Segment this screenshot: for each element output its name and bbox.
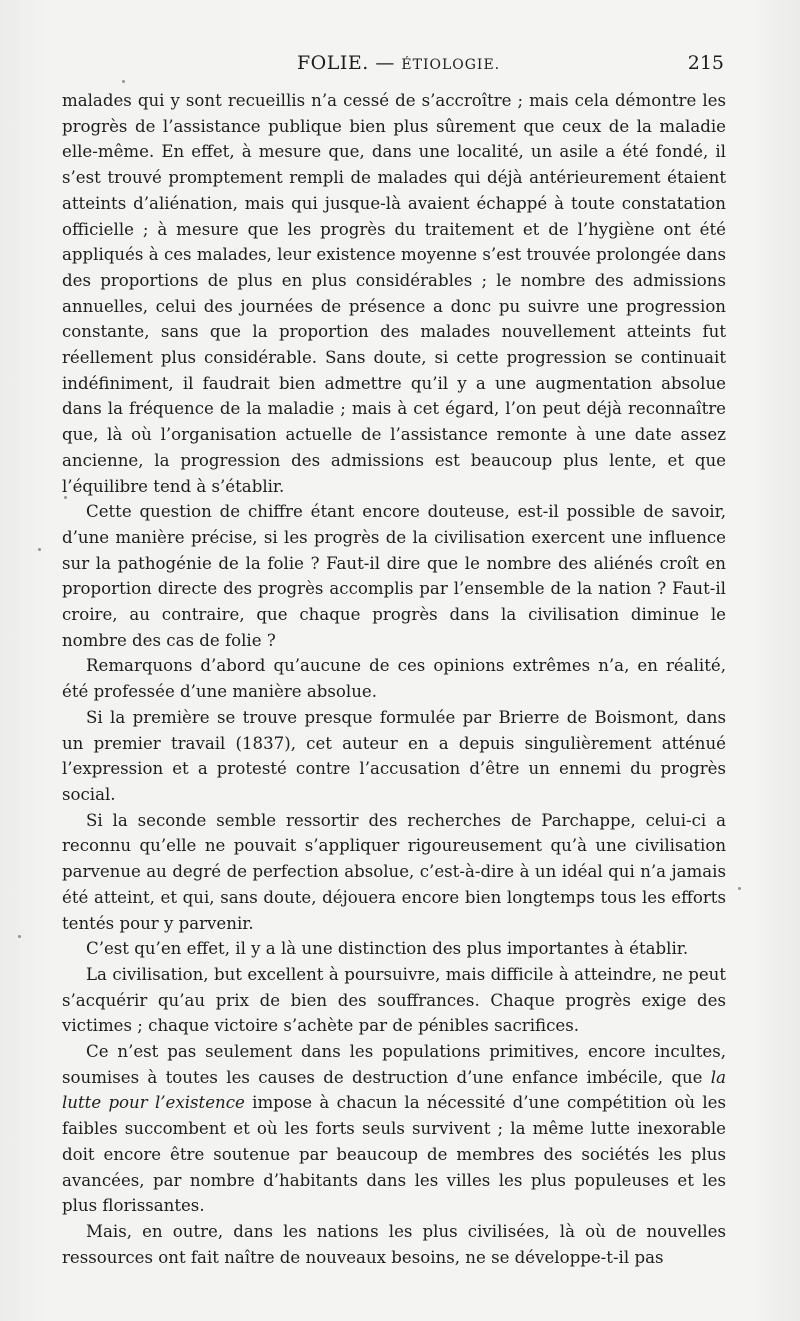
header-title: FOLIE. [297,52,369,74]
body-text [62,88,726,1270]
paragraph-8-start: Ce n’est pas seulement dans les populations primitives, encore incultes, soumises à toutes les causes de destruction d’une enfance imbécile, que [62,1042,726,1087]
ink-speck [738,887,741,890]
ink-speck [122,80,125,83]
paragraph-6: C’est qu’en effet, il y a là une distinction des plus importantes à établir. [86,939,689,959]
paragraph-4: Si la première se trouve presque formulée par Brierre de Boismont, dans un premier travail (1837), cet auteur en a depuis singulièrement atténué l’expression et a protesté contre l’accusation d’être un ennemi du progrès social. [62,707,726,804]
page-number: 215 [687,52,724,74]
paragraph-8-italic: la lutte pour l’existence [62,1067,726,1113]
running-header [60,52,736,82]
paragraph-9: Mais, en outre, dans les nations les plus civilisées, là où de nouvelles ressources ont fait naître de nouveaux besoins, ne se développe-t-il pas [62,1221,726,1267]
ink-speck [38,548,41,551]
paragraph-7: La civilisation, but excellent à poursuivre, mais difficile à atteindre, ne peut s’acquérir qu’au prix de bien des souffrances. Chaque progrès exige des victimes ; chaque victoire s’achète par de pénibles sacrifices. [62,964,726,1036]
paragraph-5: Si la seconde semble ressortir des recherches de Parchappe, celui-ci a reconnu qu’elle ne pouvait s’appliquer rigoureusement qu’à une civilisation parvenue au degré de perfection absolue, c’est-à-dire à un idéal qui n’a jamais été atteint, et qui, sans doute, déjouera encore bien longtemps tous les efforts tentés pour y parvenir. [62,810,726,933]
paragraph-3: Remarquons d’abord qu’aucune de ces opinions extrêmes n’a, en réalité, été professée d’une manière absolue. [62,656,726,702]
running-head-title [297,52,500,74]
paragraph-1: malades qui y sont recueillis n’a cessé de s’accroître ; mais cela démontre les progrès de l’assistance publique bien plus sûrement que ceux de la maladie elle-même. En effet, à mesure que, dans une localité, un asile a été fondé, il s’est trouvé promptement rempli de malades qui déjà antérieurement étaient atteints d’aliénation, mais qui jusque-là avaient échappé à toute constatation officielle ; à mesure que les progrès du traitement et de l’hygiène ont été appliqués à ces malades, leur existence moyenne s’est trouvée prolongée dans des proportions de plus en plus considérables ; le nombre des admissions annuelles, celui des journées de présence a donc pu suivre une progression constante, sans que la proportion des malades nouvellement atteints fut réellement plus considérable. Sans doute, si cette progression se continuait indéfiniment, il faudrait bien admettre qu’il y a une augmentation absolue dans la fréquence de la maladie ; mais à cet égard, l’on peut déjà reconnaître que, là où l’organisation actuelle de l’assistance remonte à une date assez ancienne, la progression des admissions est beaucoup plus lente, et que l’équilibre tend à s’établir. [62,91,726,496]
header-section: ÉTIOLOGIE. [401,57,501,73]
ink-speck [64,496,67,499]
ink-speck [18,935,21,938]
paragraph-8-end: impose à chacun la nécessité d’une compétition où les faibles succombent et où les forts seuls survivent ; la même lutte inexorable doit encore être soutenue par beaucoup de membres des sociétés les plus avancées, par nombre d’habitants dans les villes les plus populeuses et les plus florissantes. [62,1093,727,1216]
paragraph-8 [62,1039,726,1219]
header-dash: — [375,52,395,74]
paragraph-2: Cette question de chiffre étant encore douteuse, est-il possible de savoir, d’une manière précise, si les progrès de la civilisation exercent une influence sur la pathogénie de la folie ? Faut-il dire que le nombre des aliénés croît en proportion directe des progrès accomplis par l’ensemble de la nation ? Faut-il croire, au contraire, que chaque progrès dans la civilisation diminue le nombre des cas de folie ? [62,502,726,650]
